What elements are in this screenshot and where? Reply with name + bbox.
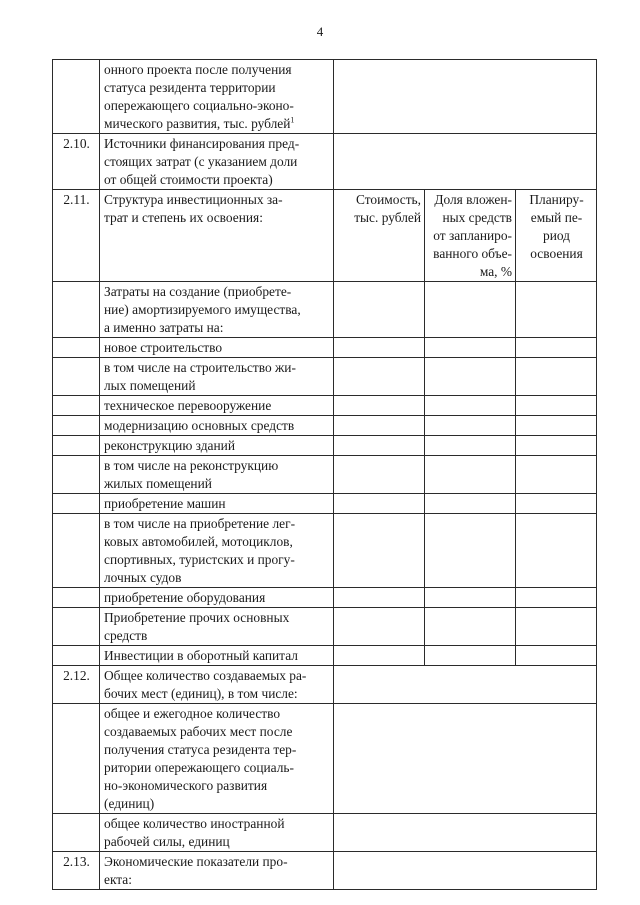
share-cell[interactable] [425,282,516,338]
investment-item-label: модернизацию основных средств [100,416,334,436]
row-label: Структура инвестиционных за- трат и степень их освоения: [100,190,334,282]
share-cell[interactable] [425,396,516,416]
table-row [53,704,597,814]
investment-item-label: реконструкцию зданий [100,436,334,456]
table-row [53,852,597,890]
cost-cell[interactable] [334,608,425,646]
investment-item-label: техническое перевооружение [100,396,334,416]
footnote-mark: 1 [290,115,295,125]
period-cell[interactable] [516,436,597,456]
investment-item-label: в том числе на строительство жи- лых помещений [100,358,334,396]
table-row [53,608,597,646]
period-cell[interactable] [516,514,597,588]
table-row [53,456,597,494]
share-cell[interactable] [425,588,516,608]
row-number: 2.13. [53,852,100,890]
table-row [53,814,597,852]
value-cell[interactable] [334,814,597,852]
investment-item-label: в том числе на приобретение лег- ковых автомобилей, мотоциклов, спортивных, туристских и прогу- лочных судов [100,514,334,588]
cost-cell[interactable] [334,514,425,588]
share-cell[interactable] [425,494,516,514]
table-row [53,60,597,134]
cost-cell[interactable] [334,396,425,416]
cost-cell[interactable] [334,358,425,396]
table-row [53,338,597,358]
value-cell[interactable] [334,666,597,704]
share-cell[interactable] [425,514,516,588]
period-cell[interactable] [516,646,597,666]
value-cell[interactable] [334,60,597,134]
period-cell[interactable] [516,416,597,436]
share-cell[interactable] [425,358,516,396]
cost-cell[interactable] [334,436,425,456]
investment-item-label: Инвестиции в оборотный капитал [100,646,334,666]
period-cell[interactable] [516,338,597,358]
row-label: Экономические показатели про- екта: [100,852,334,890]
table-row [53,666,597,704]
row-label: онного проекта после получения статуса резидента территории опережающего социально-эконо- мического развития, тыс. рублей$^1$ [100,60,334,134]
table-row [53,646,597,666]
share-cell[interactable] [425,646,516,666]
row-number [53,814,100,852]
investment-item-label: новое строительство [100,338,334,358]
table-row [53,416,597,436]
project-form-table [52,59,597,890]
table-row [53,588,597,608]
header-cost: Стоимость, тыс. рублей [334,190,425,282]
table-row [53,514,597,588]
cost-cell[interactable] [334,282,425,338]
table-row [53,282,597,338]
share-cell[interactable] [425,456,516,494]
investment-item-label: приобретение оборудования [100,588,334,608]
row-label: Общее количество создаваемых ра- бочих мест (единиц), в том числе: [100,666,334,704]
cost-cell[interactable] [334,646,425,666]
row-number: 2.11. [53,190,100,282]
share-cell[interactable] [425,416,516,436]
investment-item-label: Приобретение прочих основных средств [100,608,334,646]
cost-cell[interactable] [334,338,425,358]
table-row [53,358,597,396]
page-number: 4 [316,24,324,39]
row-number: 2.12. [53,666,100,704]
period-cell[interactable] [516,608,597,646]
period-cell[interactable] [516,494,597,514]
table-row [53,190,597,282]
value-cell[interactable] [334,852,597,890]
period-cell[interactable] [516,588,597,608]
row-label: общее и ежегодное количество создаваемых рабочих мест после получения статуса резидента тер- ритории опережающего социаль- но-экономического развития (единиц) [100,704,334,814]
investment-item-label: приобретение машин [100,494,334,514]
investment-item-label: в том числе на реконструкцию жилых помещений [100,456,334,494]
value-cell[interactable] [334,704,597,814]
table-row [53,494,597,514]
row-label: общее количество иностранной рабочей силы, единиц [100,814,334,852]
table-row [53,396,597,416]
cost-cell[interactable] [334,416,425,436]
investment-item-label: Затраты на создание (приобрете- ние) амортизируемого имущества, а именно затраты на: [100,282,334,338]
table-row [53,436,597,456]
row-number: 2.10. [53,134,100,190]
cost-cell[interactable] [334,456,425,494]
value-cell[interactable] [334,134,597,190]
period-cell[interactable] [516,456,597,494]
share-cell[interactable] [425,608,516,646]
period-cell[interactable] [516,282,597,338]
share-cell[interactable] [425,436,516,456]
header-period: Планиру- емый пе- риод освоения [516,190,597,282]
share-cell[interactable] [425,338,516,358]
row-number [53,704,100,814]
period-cell[interactable] [516,396,597,416]
period-cell[interactable] [516,358,597,396]
row-label: Источники финансирования пред- стоящих затрат (с указанием доли от общей стоимости проекта) [100,134,334,190]
cost-cell[interactable] [334,494,425,514]
header-share: Доля вложен- ных средств от запланиро- ванного объе- ма, % [425,190,516,282]
cost-cell[interactable] [334,588,425,608]
row-number [53,60,100,134]
table-row [53,134,597,190]
